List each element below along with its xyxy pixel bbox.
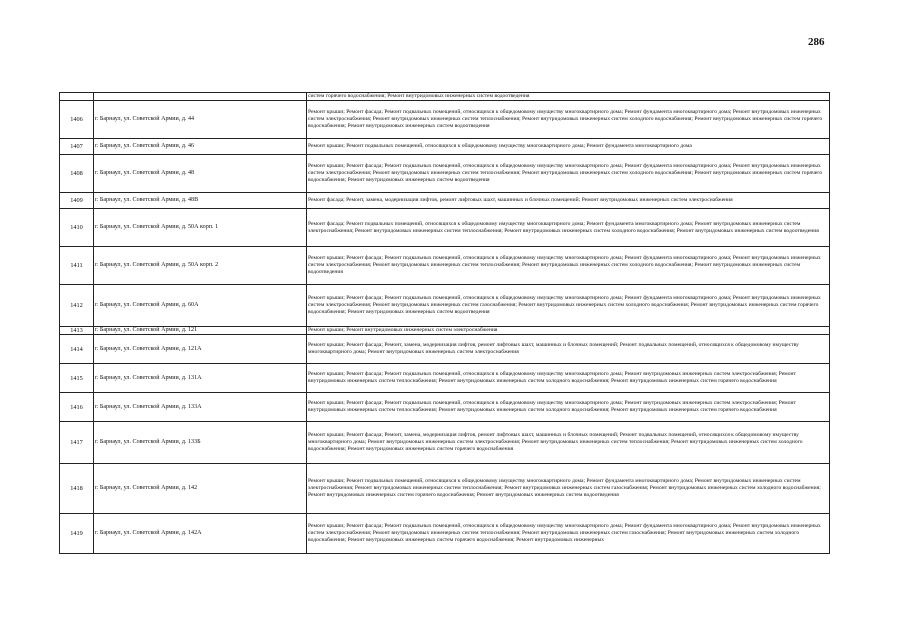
row-address: г. Барнаул, ул. Советской Армии, д. 44 [94,101,307,139]
table-row [60,335,830,364]
row-works: Ремонт крыши; Ремонт фасада; Ремонт подвальных помещений, относящихся к общедомовому имуществу многоквартирного дома; Ремонт фундамента многоквартирного дома; Ремонт внутридомовых инженерных систем электроснабжения; Ремонт внутридомовых инженерных систем теплоснабжения; Ремонт внутридомовых инженерных систем газоснабжения; Ремонт внутридомовых инженерных систем холодного водоснабжения; Ремонт внутридомовых инженерных систем горячего водоснабжения; Ремонт внутридомовых инженерных [307,514,830,554]
row-works: систем горячего водоснабжения; Ремонт внутридомовых инженерных систем водоотведения [307,93,830,101]
table-row [60,327,830,335]
table-row [60,364,830,393]
row-works: Ремонт крыши; Ремонт фасада; Ремонт подвальных помещений, относящихся к общедомовому имуществу многоквартирного дома; Ремонт внутридомовых инженерных систем электроснабжения; Ремонт внутридомовых инженерных систем теплоснабжения; Ремонт внутридомовых инженерных систем холодного водоснабжения; Ремонт внутридомовых инженерных систем горячего водоснабжения [307,364,830,393]
row-works: Ремонт крыши; Ремонт фасада; Ремонт подвальных помещений, относящихся к общедомовому имуществу многоквартирного дома; Ремонт внутридомовых инженерных систем электроснабжения; Ремонт внутридомовых инженерных систем теплоснабжения; Ремонт внутридомовых инженерных систем холодного водоснабжения; Ремонт внутридомовых инженерных систем горячего водоснабжения [307,393,830,422]
row-address: г. Барнаул, ул. Советской Армии, д. 142А [94,514,307,554]
row-address: г. Барнаул, ул. Советской Армии, д. 50А корп. 1 [94,209,307,247]
row-address: г. Барнаул, ул. Советской Армии, д. 48 [94,155,307,193]
table-row [60,422,830,464]
row-number: 1412 [60,285,94,327]
row-address: г. Барнаул, ул. Советской Армии, д. 142 [94,464,307,514]
row-address: г. Барнаул, ул. Советской Армии, д. 133А [94,393,307,422]
table-row [60,247,830,285]
row-address: г. Барнаул, ул. Советской Армии, д. 60А [94,285,307,327]
row-works: Ремонт крыши; Ремонт фасада; Ремонт подвальных помещений, относящихся к общедомовому имуществу многоквартирного дома; Ремонт фундамента многоквартирного дома; Ремонт внутридомовых инженерных систем электроснабжения; Ремонт внутридомовых инженерных систем теплоснабжения; Ремонт внутридомовых инженерных систем холодного водоснабжения; Ремонт внутридомовых инженерных систем горячего водоснабжения; Ремонт внутридомовых инженерных систем водоотведения [307,155,830,193]
row-number: 1414 [60,335,94,364]
row-works: Ремонт крыши; Ремонт фасада; Ремонт подвальных помещений, относящихся к общедомовому имуществу многоквартирного дома; Ремонт фундамента многоквартирного дома; Ремонт внутридомовых инженерных систем электроснабжения; Ремонт внутридомовых инженерных систем газоснабжения; Ремонт внутридомовых инженерных систем холодного водоснабжения; Ремонт внутридомовых инженерных систем горячего водоснабжения; Ремонт внутридомовых инженерных систем водоотведения [307,285,830,327]
table-row [60,93,830,101]
row-number: 1408 [60,155,94,193]
row-works: Ремонт крыши; Ремонт фасада; Ремонт подвальных помещений, относящихся к общедомовому имуществу многоквартирного дома; Ремонт фундамента многоквартирного дома; Ремонт внутридомовых инженерных систем электроснабжения; Ремонт внутридомовых инженерных систем теплоснабжения; Ремонт внутридомовых инженерных систем холодного водоснабжения; Ремонт внутридомовых инженерных систем водоотведения [307,247,830,285]
table-row [60,514,830,554]
row-number: 1409 [60,193,94,209]
row-number: 1413 [60,327,94,335]
row-address: г. Барнаул, ул. Советской Армии, д. 121А [94,335,307,364]
row-works: Ремонт крыши; Ремонт фасада; Ремонт, замена, модернизация лифтов, ремонт лифтовых шахт, машинных и блочных помещений; Ремонт подвальных помещений, относящихся к общедомовому имуществу многоквартирного дома; Ремонт внутридомовых инженерных систем электроснабжения; Ремонт внутридомовых инженерных систем теплоснабжения; Ремонт внутридомовых инженерных систем холодного водоснабжения; Ремонт внутридомовых инженерных систем горячего водоснабжения [307,422,830,464]
row-works: Ремонт фасада; Ремонт подвальных помещений, относящихся к общедомовому имуществу многоквартирного дома; Ремонт фундамента многоквартирного дома; Ремонт внутридомовых инженерных систем электроснабжения; Ремонт внутридомовых инженерных систем теплоснабжения; Ремонт внутридомовых инженерных систем холодного водоснабжения; Ремонт внутридомовых инженерных систем водоотведения [307,209,830,247]
row-address: г. Барнаул, ул. Советской Армии, д. 133Б [94,422,307,464]
table-body [60,93,830,554]
table-row [60,101,830,139]
table-row [60,393,830,422]
row-works: Ремонт крыши; Ремонт внутридомовых инженерных систем электроснабжения [307,327,830,335]
table-row [60,193,830,209]
row-address: г. Барнаул, ул. Советской Армии, д. 121 [94,327,307,335]
row-number: 1407 [60,139,94,155]
table-row [60,285,830,327]
row-number: 1411 [60,247,94,285]
row-number: 1415 [60,364,94,393]
row-number: 1418 [60,464,94,514]
row-works: Ремонт крыши; Ремонт фасада; Ремонт, замена, модернизация лифтов, ремонт лифтовых шахт, машинных и блочных помещений; Ремонт подвальных помещений, относящихся к общедомовому имуществу многоквартирного дома; Ремонт внутридомовых инженерных систем электроснабжения [307,335,830,364]
register-table [59,92,830,554]
row-works: Ремонт крыши; Ремонт подвальных помещений, относящихся к общедомовому имуществу многоквартирного дома; Ремонт фундамента многоквартирного дома; Ремонт внутридомовых инженерных систем электроснабжения; Ремонт внутридомовых инженерных систем теплоснабжения; Ремонт внутридомовых инженерных систем газоснабжения; Ремонт внутридомовых инженерных систем холодного водоснабжения; Ремонт внутридомовых инженерных систем горячего водоснабжения; Ремонт внутридомовых инженерных систем водоотведения [307,464,830,514]
table-row [60,464,830,514]
table-row [60,139,830,155]
row-number: 1419 [60,514,94,554]
row-address: г. Барнаул, ул. Советской Армии, д. 50А корп. 2 [94,247,307,285]
row-works: Ремонт фасада; Ремонт, замена, модернизация лифтов, ремонт лифтовых шахт, машинных и блочных помещений; Ремонт внутридомовых инженерных систем электроснабжения [307,193,830,209]
row-address [94,93,307,101]
row-number: 1417 [60,422,94,464]
row-address: г. Барнаул, ул. Советской Армии, д. 48В [94,193,307,209]
row-address: г. Барнаул, ул. Советской Армии, д. 46 [94,139,307,155]
row-number: 1410 [60,209,94,247]
row-number [60,93,94,101]
row-works: Ремонт крыши; Ремонт фасада; Ремонт подвальных помещений, относящихся к общедомовому имуществу многоквартирного дома; Ремонт фундамента многоквартирного дома; Ремонт внутридомовых инженерных систем электроснабжения; Ремонт внутридомовых инженерных систем теплоснабжения; Ремонт внутридомовых инженерных систем холодного водоснабжения; Ремонт внутридомовых инженерных систем горячего водоснабжения; Ремонт внутридомовых инженерных систем водоотведения [307,101,830,139]
page-number: 286 [808,36,825,48]
row-number: 1416 [60,393,94,422]
table-row [60,155,830,193]
row-address: г. Барнаул, ул. Советской Армии, д. 131А [94,364,307,393]
row-number: 1406 [60,101,94,139]
row-works: Ремонт крыши; Ремонт подвальных помещений, относящихся к общедомовому имуществу многоквартирного дома; Ремонт фундамента многоквартирного дома [307,139,830,155]
table-row [60,209,830,247]
